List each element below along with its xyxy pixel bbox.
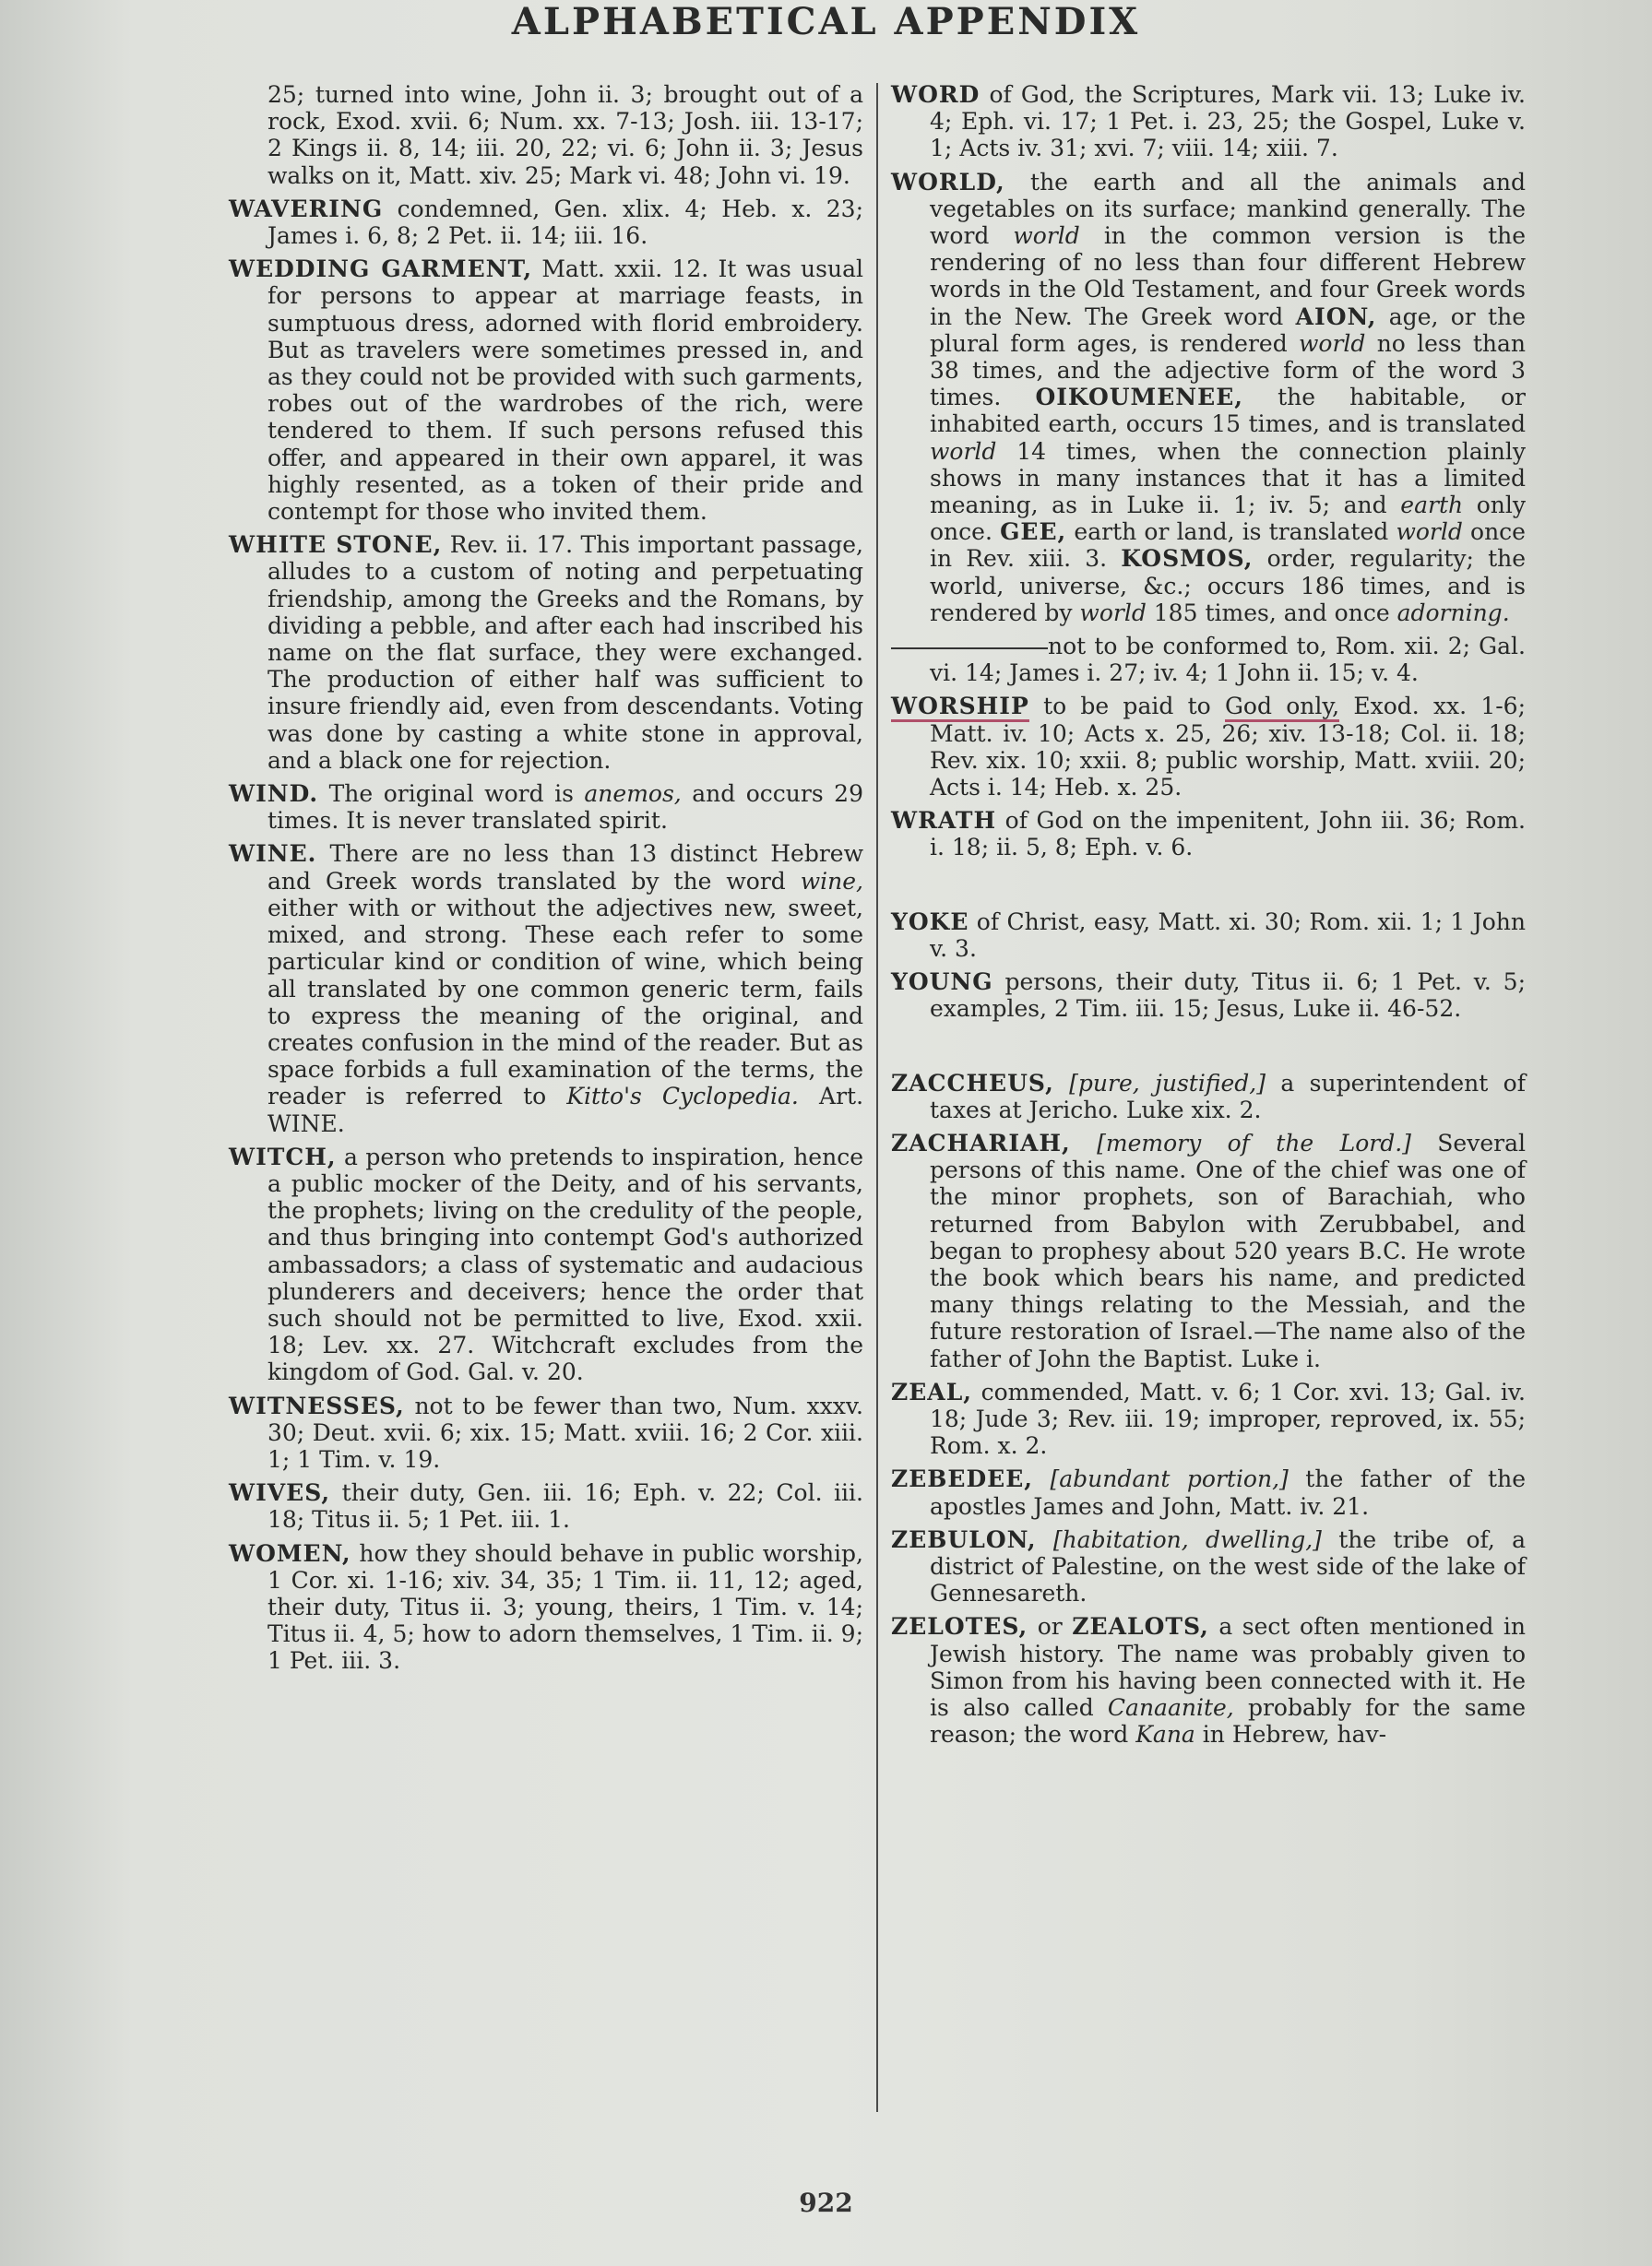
- entry-headword: ZEBEDEE,: [891, 1465, 1033, 1493]
- entry-headword: ZEAL,: [891, 1378, 972, 1406]
- entry-wedding-garment: WEDDING GARMENT, Matt. xxii. 12. It was usual for persons to appear at marriage feasts, in sumptuous dress, adorned with florid embroidery. But as travelers were sometimes pressed in, and as they could not be provided with such garments, robes out of the wardrobes of the rich, were tendered to them. If such persons refused this offer, and appeared in their own apparel, it was highly resented, as a token of their pride and contempt for those who invited them.: [229, 255, 863, 526]
- entry-zebulon: ZEBULON, [habitation, dwelling,] the tribe of, a district of Palestine, on the west side of the lake of Gennesareth.: [891, 1525, 1526, 1608]
- entry-young: YOUNG persons, their duty, Titus ii. 6; 1 Pet. v. 5; examples, 2 Tim. iii. 15; Jesus, Luke ii. 46-52.: [891, 968, 1527, 1023]
- entry-headword: ZACCHEUS,: [891, 1069, 1054, 1097]
- entry-zebedee: ZEBEDEE, [abundant portion,] the father of the apostles James and John, Matt. iv. 21.: [891, 1465, 1526, 1520]
- entry-wind: WIND. The original word is anemos, and occurs 29 times. It is never translated spirit.: [229, 780, 863, 835]
- entry-headword: WHITE STONE,: [229, 531, 443, 559]
- entry-women: WOMEN, how they should behave in public worship, 1 Cor. xi. 1-16; xiv. 34, 35; 1 Tim. ii. 11, 12; aged, their duty, Titus ii. 3; young, theirs, 1 Tim. v. 14; Titus ii. 4, 5; how to adorn themselves, 1 Tim. ii. 9; 1 Pet. iii. 3.: [229, 1539, 863, 1675]
- column-divider: [876, 83, 878, 2112]
- entry-headword: WIVES,: [229, 1479, 331, 1507]
- entry-worship: WORSHIP to be paid to God only, Exod. xx. 1-6; Matt. iv. 10; Acts x. 25, 26; xiv. 13-18; Col. ii. 18; Rev. xix. 10; xxii. 8; public worship, Matt. xviii. 20; Acts i. 14; Heb. x. 25.: [891, 693, 1527, 801]
- handwritten-underline: God only,: [1225, 693, 1339, 722]
- entry-white-stone: WHITE STONE, Rev. ii. 17. This important passage, alludes to a custom of noting and perpetuating friendship, among the Greeks and the Romans, by dividing a pebble, and after each had inscribed his name on the flat surface, they were exchanged. The production of either half was sufficient to insure friendly aid, even from descendants. Voting was done by casting a white stone in approval, and a black one for rejection.: [229, 531, 863, 774]
- entry-wavering: WAVERING condemned, Gen. xlix. 4; Heb. x. 23; James i. 6, 8; 2 Pet. ii. 14; iii. 16.: [229, 195, 864, 250]
- entry-wine: WINE. There are no less than 13 distinct Hebrew and Greek words translated by the word wine, either with or without the adjectives new, sweet, mixed, and strong. These each refer to some particular kind or condition of wine, which being all translated by one common generic term, fails to express the meaning of the original, and creates confusion in the mind of the reader. But as space forbids a full examination of the terms, the reader is referred to Kitto's Cyclopedia. Art. WINE.: [229, 840, 864, 1137]
- entry-wives: WIVES, their duty, Gen. iii. 16; Eph. v. 22; Col. iii. 18; Titus ii. 5; 1 Pet. iii. 1.: [229, 1479, 863, 1534]
- entry-headword: ZACHARIAH,: [891, 1129, 1071, 1157]
- entry-headword: YOUNG: [891, 968, 993, 996]
- entry-headword: ZEBULON,: [891, 1525, 1037, 1553]
- entry-headword: WITCH,: [229, 1143, 337, 1170]
- entry-wrath: WRATH of God on the impenitent, John iii. 36; Rom. i. 18; ii. 5, 8; Eph. v. 6.: [891, 807, 1526, 861]
- entry-zeal: ZEAL, commended, Matt. v. 6; 1 Cor. xvi. 13; Gal. iv. 18; Jude 3; Rev. iii. 19; improper, reproved, ix. 55; Rom. x. 2.: [891, 1378, 1526, 1460]
- page-title: ALPHABETICAL APPENDIX: [511, 0, 1141, 43]
- section-gap: [891, 868, 1526, 908]
- entry-witnesses: WITNESSES, not to be fewer than two, Num. xxxv. 30; Deut. xvii. 6; xix. 15; Matt. xviii. 16; 2 Cor. xiii. 1; 1 Tim. v. 19.: [229, 1392, 863, 1473]
- entry-zelotes: ZELOTES, or ZEALOTS, a sect often mentioned in Jewish history. The name was probably given to Simon from his having been connected with it. He is also called Canaanite, probably for the same reason; the word Kana in Hebrew, hav-: [891, 1613, 1527, 1749]
- section-gap: [891, 1029, 1526, 1070]
- left-column: [229, 81, 863, 1681]
- entry-headword: WIND.: [229, 780, 319, 808]
- entry-headword: WRATH: [891, 807, 997, 835]
- entry-world: WORLD, the earth and all the animals and vegetables on its surface; mankind generally. The word world in the common version is the rendering of no less than four different Hebrew words in the Old Testament, and four Greek words in the New. The Greek word AION, age, or the plural form ages, is rendered world no less than 38 times, and the adjective form of the word 3 times. OIKOUMENEE, the habitable, or inhabited earth, occurs 15 times, and is translated world 14 times, when the connection plainly shows in many instances that it has a limited meaning, as in Luke ii. 1; iv. 5; and earth only once. GEE, earth or land, is translated world once in Rev. xiii. 3. KOSMOS, order, regularity; the world, universe, &c.; occurs 186 times, and is rendered by world 185 times, and once adorning.: [891, 168, 1527, 626]
- entry-zachariah: ZACHARIAH, [memory of the Lord.] Several persons of this name. One of the chief was one of the minor prophets, son of Barachiah, who returned from Babylon with Zerubbabel, and began to prophesy about 520 years B.C. He wrote the book which bears his name, and predicted many things relating to the Messiah, and the future restoration of Israel.—The name also of the father of John the Baptist. Luke i.: [891, 1129, 1526, 1372]
- entry-witch: WITCH, a person who pretends to inspiration, hence a public mocker of the Deity, and of his servants, the prophets; living on the credulity of the people, and thus bringing into contempt God's authorized ambassadors; a class of systematic and audacious plunderers and deceivers; hence the order that such should not be permitted to live, Exod. xxii. 18; Lev. xx. 27. Witchcraft excludes from the kingdom of God. Gal. v. 20.: [229, 1143, 863, 1386]
- entry-zaccheus: ZACCHEUS, [pure, justified,] a superintendent of taxes at Jericho. Luke xix. 2.: [891, 1069, 1526, 1123]
- ditto-rule: [891, 647, 1048, 649]
- entry-headword: WEDDING GARMENT,: [229, 255, 533, 283]
- entry-word: WORD of God, the Scriptures, Mark vii. 13; Luke iv. 4; Eph. vi. 17; 1 Pet. i. 23, 25; the Gospel, Luke v. 1; Acts iv. 31; xvi. 7; viii. 14; xiii. 7.: [891, 81, 1526, 162]
- entry-headword: WOMEN,: [229, 1539, 351, 1567]
- entry-water-continued: 25; turned into wine, John ii. 3; brought out of a rock, Exod. xvii. 6; Num. xx. 7-13; Josh. iii. 13-17; 2 Kings ii. 8, 14; iii. 20, 22; vi. 6; John ii. 3; Jesus walks on it, Matt. xiv. 25; Mark vi. 48; John vi. 19.: [267, 81, 863, 189]
- right-column: [891, 81, 1526, 1754]
- entry-headword: WAVERING: [229, 195, 384, 222]
- entry-headword: YOKE: [891, 908, 969, 935]
- page-number: 922: [799, 2188, 853, 2218]
- entry-headword: ZELOTES,: [891, 1613, 1028, 1641]
- entry-headword: WINE.: [229, 840, 317, 868]
- entry-world-sub: not to be conformed to, Rom. xii. 2; Gal. vi. 14; James i. 27; iv. 4; 1 John ii. 15; v. 4.: [891, 633, 1526, 686]
- entry-headword: WORD: [891, 81, 981, 108]
- entry-headword: WORSHIP: [891, 693, 1029, 722]
- entry-headword: WITNESSES,: [229, 1392, 405, 1419]
- entry-headword: WORLD,: [891, 168, 1005, 196]
- entry-yoke: YOKE of Christ, easy, Matt. xi. 30; Rom. xii. 1; 1 John v. 3.: [891, 908, 1526, 962]
